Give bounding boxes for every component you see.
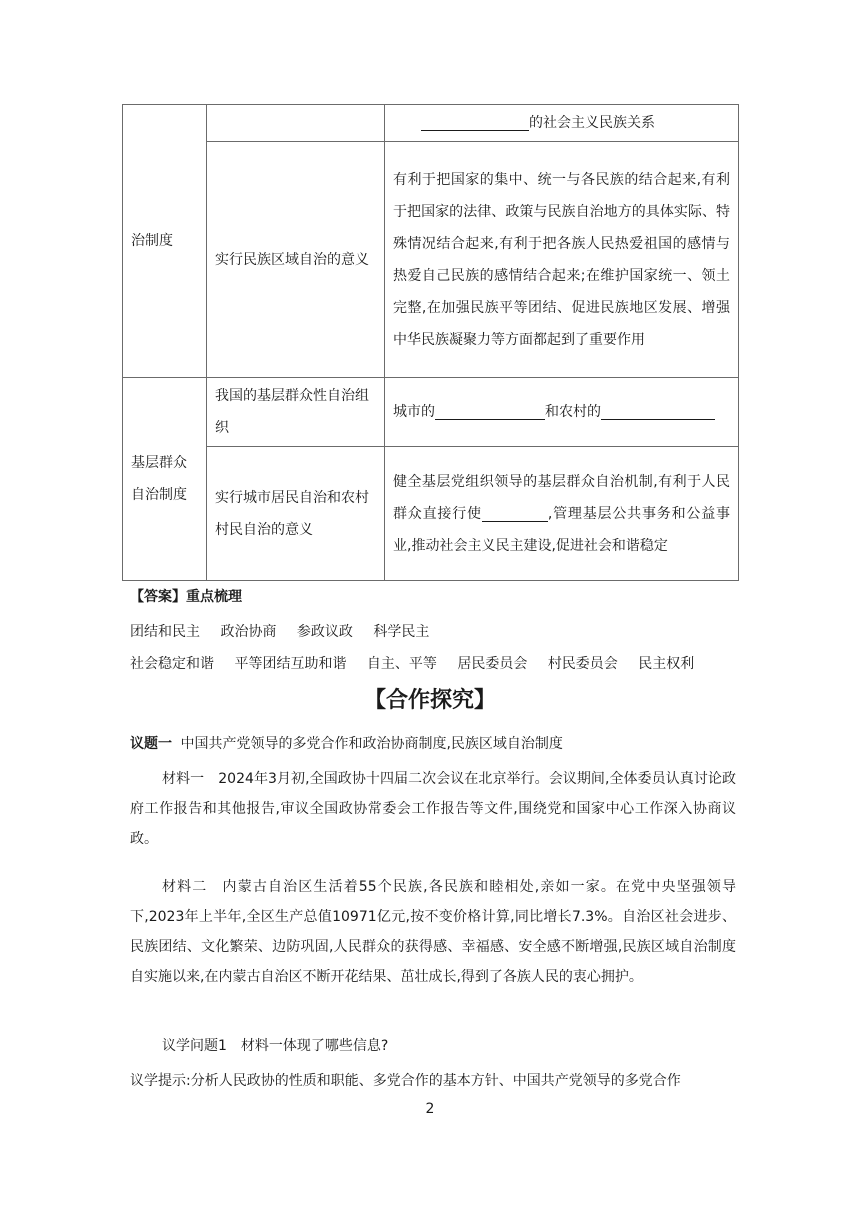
- table-cell-item: [207, 105, 385, 142]
- summary-table: [122, 104, 739, 581]
- table-cell-item: 实行民族区域自治的意义: [207, 142, 385, 378]
- topic-label: 议题一: [130, 736, 172, 752]
- material-1: 材料一 2024年3月初,全国政协十四届二次会议在北京举行。会议期间,全体委员认真讨论政府工作报告和其他报告,审议全国政协常委会工作报告等文件,围绕党和国家中心工作深入协商议政。: [130, 771, 736, 847]
- hint-line: 议学提示:分析人民政协的性质和职能、多党合作的基本方针、中国共产党领导的多党合作: [130, 1073, 681, 1089]
- table-cell-category: 基层群众自治制度: [123, 378, 207, 581]
- table-row: [123, 378, 739, 447]
- answer-item: 参政议政: [296, 624, 353, 640]
- answer-line-1: [130, 622, 736, 642]
- table-cell-content: [385, 447, 739, 581]
- answer-item: 政治协商: [220, 624, 277, 640]
- answer-item: 社会稳定和谐: [130, 656, 214, 672]
- fill-blank: [482, 503, 548, 522]
- fill-blank: [435, 401, 545, 420]
- answer-item: 团结和民主: [130, 624, 200, 640]
- cell-text: 的社会主义民族关系: [529, 115, 655, 131]
- cell-text: 健全基层党组织领导的基层群众自治机制,有利于人民群众直接行使: [393, 473, 730, 522]
- table-cell-item: 实行城市居民自治和农村村民自治的意义: [207, 447, 385, 581]
- answer-item: 平等团结互助和谐: [234, 656, 347, 672]
- table-cell-content: 有利于把国家的集中、统一与各民族的结合起来,有利于把国家的法律、政策与民族自治地方的具体实际、特殊情况结合起来,有利于把各族人民热爱祖国的感情与热爱自己民族的感情结合起来;在维护国家统一、领土完整,在加强民族平等团结、促进民族地区发展、增强中华民族凝聚力等方面都起到了重要作用: [385, 142, 739, 378]
- page-number: 2: [425, 1101, 435, 1117]
- answer-item: 民主权利: [638, 656, 695, 672]
- table-row: [123, 142, 739, 378]
- cell-text: 和农村的: [545, 404, 601, 420]
- answer-item: 自主、平等: [366, 656, 437, 672]
- table-cell-content: [385, 105, 739, 142]
- table-row: [123, 447, 739, 581]
- topic-text: 中国共产党领导的多党合作和政治协商制度,民族区域自治制度: [180, 736, 563, 752]
- table-cell-item: 我国的基层群众性自治组织: [207, 378, 385, 447]
- table-cell-content: [385, 378, 739, 447]
- cell-text: 城市的: [393, 404, 435, 420]
- table-cell-category: 治制度: [123, 105, 207, 378]
- answer-line-2: [130, 654, 736, 674]
- fill-blank: [421, 112, 529, 131]
- answer-item: 科学民主: [373, 624, 430, 640]
- section-heading: 【合作探究】: [363, 688, 496, 713]
- topic-line: [130, 734, 736, 754]
- answer-item: 村民委员会: [547, 656, 618, 672]
- cell-text: ,管理基层公共事务和公益事业,推动社会主义民主建设,促进社会和谐稳定: [393, 505, 731, 554]
- table-row: [123, 105, 739, 142]
- material-2: 材料二 内蒙古自治区生活着55个民族,各民族和睦相处,亲如一家。在党中央坚强领导下,2023年上半年,全区生产总值10971亿元,按不变价格计算,同比增长7.3%。自治区社会进步、民族团结、文化繁荣、边防巩固,人民群众的获得感、幸福感、安全感不断增强,民族区域自治制度自实施以来,在内蒙古自治区不断开花结果、茁壮成长,得到了各族人民的衷心拥护。: [130, 879, 736, 985]
- question-1: 议学问题1 材料一体现了哪些信息?: [162, 1038, 389, 1054]
- answer-item: 居民委员会: [457, 656, 528, 672]
- answer-title: 【答案】重点梳理: [130, 589, 242, 605]
- fill-blank: [601, 401, 715, 420]
